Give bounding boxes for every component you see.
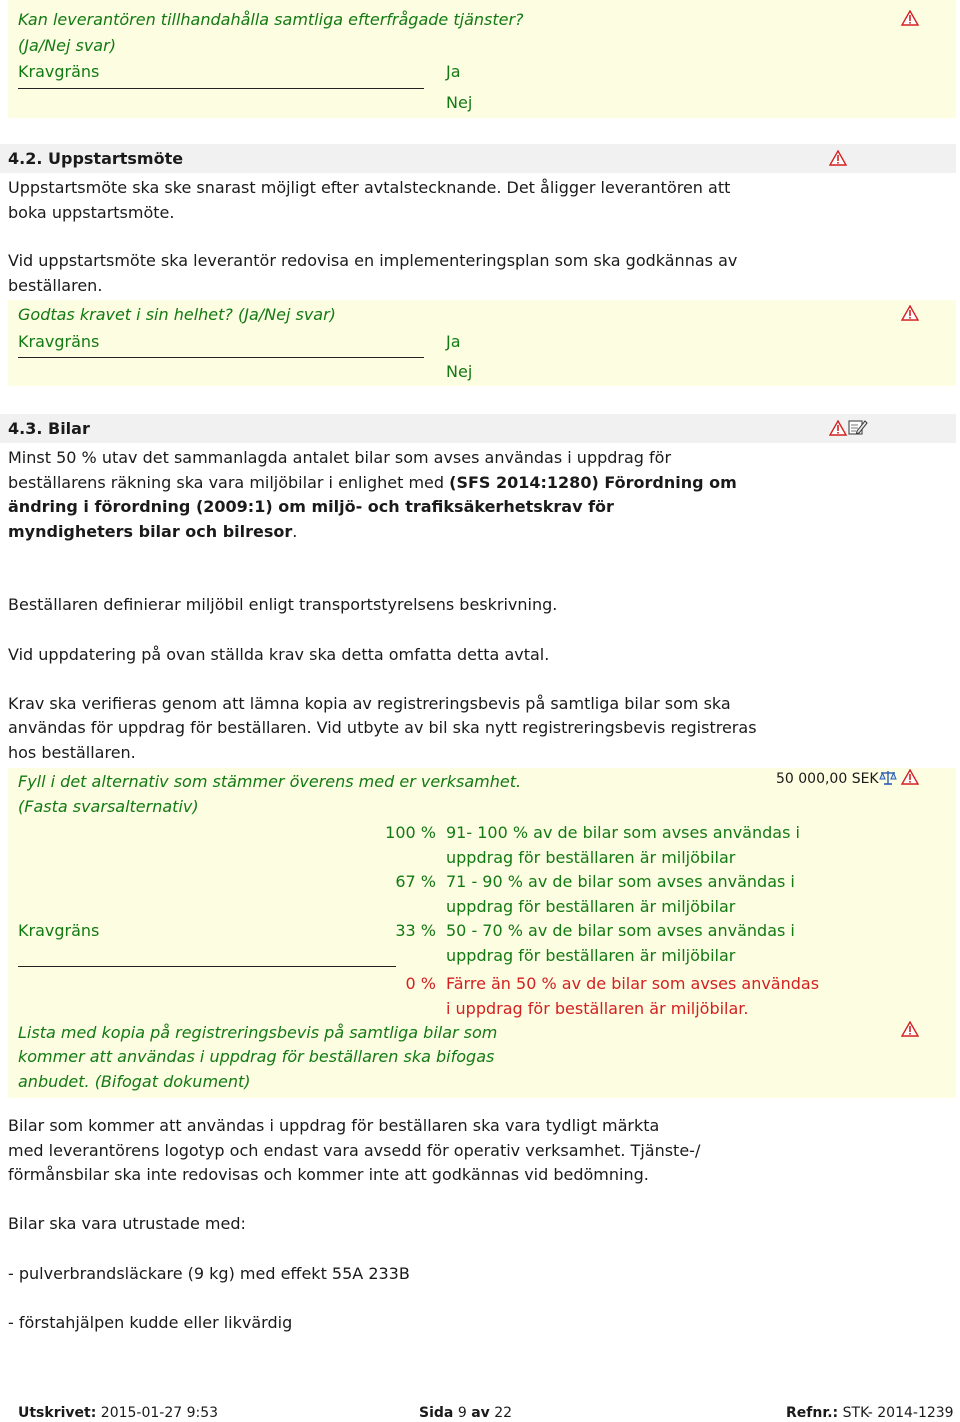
s43-answer-type: (Fasta svarsalternativ) <box>18 797 199 816</box>
section-4-3-text: förmånsbilar ska inte redovisas och kommer inte att godkännas vid bedömning. <box>8 1165 649 1184</box>
scale-icon <box>879 769 897 786</box>
option-text[interactable]: uppdrag för beställaren är miljöbilar <box>446 946 736 965</box>
section-4-3-text: hos beställaren. <box>8 743 136 762</box>
s43-attachment-question: anbudet. (Bifogat dokument) <box>18 1072 251 1091</box>
option-text[interactable]: 50 - 70 % av de bilar som avses användas i <box>446 921 795 940</box>
s42-option-nej[interactable]: Nej <box>446 362 473 381</box>
q1-kravgrans-line <box>18 88 424 89</box>
s42-question: Godtas kravet i sin helhet? (Ja/Nej svar) <box>18 305 336 324</box>
option-percent[interactable]: 100 % <box>385 823 436 842</box>
section-4-3-text: användas för uppdrag för beställaren. Vid utbyte av bil ska nytt registreringsbevis registreras <box>8 718 757 737</box>
footer-page: Sida 9 av 22 <box>419 1405 513 1421</box>
section-4-3-text: Bilar som kommer att användas i uppdrag för beställaren ska vara tydligt märkta <box>8 1116 660 1135</box>
s43-kravgrans: Kravgräns <box>18 921 100 940</box>
footer-refnr: Refnr.: STK- 2014-1239 <box>786 1405 954 1421</box>
section-4-3-heading: 4.3. Bilar <box>8 419 90 438</box>
warning-icon <box>901 305 919 321</box>
s42-kravgrans-line <box>18 357 424 358</box>
list-item: - pulverbrandsläckare (9 kg) med effekt 55A 233B <box>8 1264 410 1283</box>
section-4-2-text: Vid uppstartsmöte ska leverantör redovisa en implementeringsplan som ska godkännas av <box>8 251 738 270</box>
warning-icon <box>901 769 919 785</box>
q1-kravgrans: Kravgräns <box>18 62 100 81</box>
section-4-3-text: myndigheters bilar och bilresor. <box>8 522 298 541</box>
s43-kravgrans-line <box>18 966 396 967</box>
option-text[interactable]: 91- 100 % av de bilar som avses användas i <box>446 823 800 842</box>
q1-question: Kan leverantören tillhandahålla samtliga efterfrågade tjänster? <box>18 10 524 29</box>
option-percent[interactable]: 33 % <box>395 921 436 940</box>
section-4-3-heading-bar <box>0 414 956 443</box>
section-4-3-text: beställarens räkning ska vara miljöbilar i enlighet med (SFS 2014:1280) Förordning om <box>8 473 737 492</box>
warning-icon <box>901 1021 919 1037</box>
s42-option-ja[interactable]: Ja <box>446 332 461 351</box>
option-text[interactable]: 71 - 90 % av de bilar som avses användas i <box>446 872 795 891</box>
option-text[interactable]: uppdrag för beställaren är miljöbilar <box>446 848 736 867</box>
section-4-2-text: Uppstartsmöte ska ske snarast möjligt efter avtalstecknande. Det åligger leverantören att <box>8 178 731 197</box>
option-percent[interactable]: 67 % <box>395 872 436 891</box>
section-4-2-text: beställaren. <box>8 276 103 295</box>
s43-value: 50 000,00 SEK <box>776 771 879 787</box>
q1-option-ja[interactable]: Ja <box>446 62 461 81</box>
s43-attachment-question: Lista med kopia på registreringsbevis på samtliga bilar som <box>18 1023 498 1042</box>
list-item: - förstahjälpen kudde eller likvärdig <box>8 1313 293 1332</box>
section-4-3-text: ändring i förordning (2009:1) om miljö- och trafiksäkerhetskrav för <box>8 497 614 516</box>
warning-icon <box>829 420 847 436</box>
warning-icon <box>901 10 919 26</box>
edit-icon[interactable] <box>848 418 868 436</box>
warning-icon <box>829 150 847 166</box>
q1-option-nej[interactable]: Nej <box>446 93 473 112</box>
section-4-3-text: Minst 50 % utav det sammanlagda antalet bilar som avses användas i uppdrag för <box>8 448 672 467</box>
q1-answer-type: (Ja/Nej svar) <box>18 36 116 55</box>
section-4-2-text: boka uppstartsmöte. <box>8 203 175 222</box>
section-4-3-text: med leverantörens logotyp och endast vara avsedd för operativ verksamhet. Tjänste-/ <box>8 1141 701 1160</box>
section-4-3-text: Bilar ska vara utrustade med: <box>8 1214 246 1233</box>
footer-printed: Utskrivet: 2015-01-27 9:53 <box>18 1405 219 1421</box>
section-4-3-text: Beställaren definierar miljöbil enligt transportstyrelsens beskrivning. <box>8 595 558 614</box>
section-4-3-text: Vid uppdatering på ovan ställda krav ska detta omfatta detta avtal. <box>8 645 550 664</box>
option-text[interactable]: Färre än 50 % av de bilar som avses användas <box>446 974 820 993</box>
option-text[interactable]: uppdrag för beställaren är miljöbilar <box>446 897 736 916</box>
s43-attachment-question: kommer att användas i uppdrag för beställaren ska bifogas <box>18 1047 495 1066</box>
s43-question: Fyll i det alternativ som stämmer överens med er verksamhet. <box>18 772 522 791</box>
section-4-2-heading: 4.2. Uppstartsmöte <box>8 149 184 168</box>
option-text[interactable]: i uppdrag för beställaren är miljöbilar. <box>446 999 749 1018</box>
section-4-3-text: Krav ska verifieras genom att lämna kopia av registreringsbevis på samtliga bilar som ska <box>8 694 731 713</box>
s42-kravgrans: Kravgräns <box>18 332 100 351</box>
option-percent[interactable]: 0 % <box>405 974 436 993</box>
